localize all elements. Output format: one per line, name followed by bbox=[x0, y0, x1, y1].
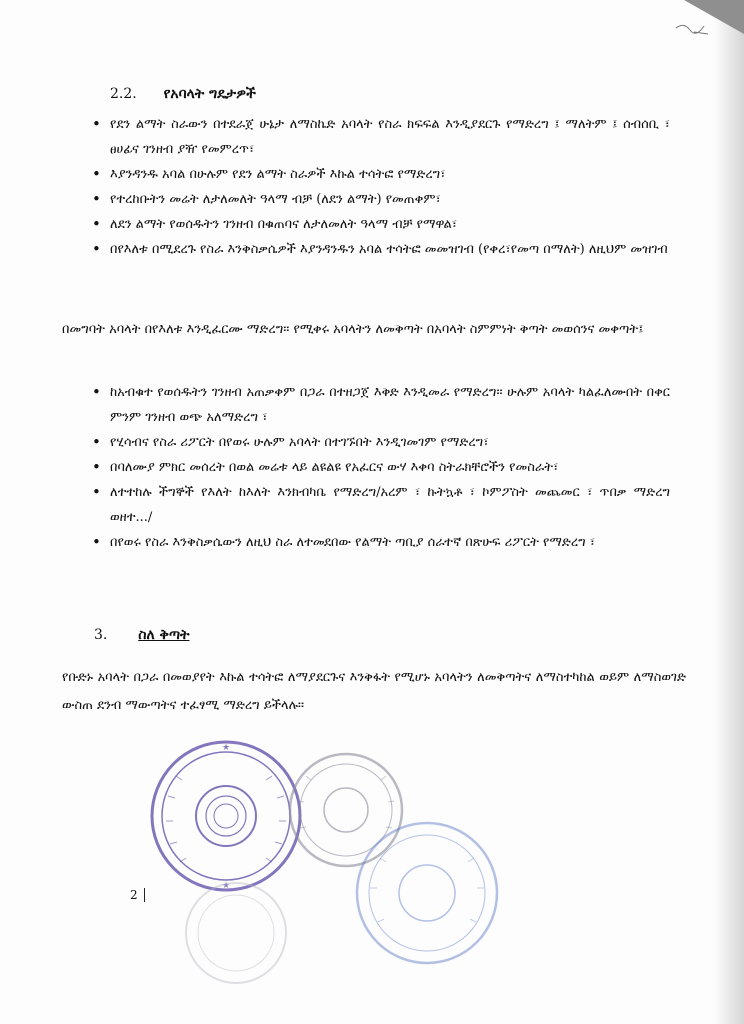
official-stamp-icon bbox=[176, 878, 296, 988]
section-heading-2-2 bbox=[110, 86, 256, 102]
section-number: 3. bbox=[94, 627, 108, 643]
list-item: • የተረከቡትን መሬት ለታለመለት ዓላማ ብቻ (ለደን ልማት) የመጠቀም፣ bbox=[92, 187, 670, 212]
section-heading-3 bbox=[94, 627, 189, 643]
paragraph: በመግባት አባላት በየእለቱ እንዲፈርሙ ማድረግ፡፡ የሚቀሩ አባላትን ለመቅጣት በአባላት ስምምነት ቅጣት መወሰንና መቀጣት፤ bbox=[62, 322, 644, 337]
list-item: • እያንዳንዱ አባል በሁሉም የደን ልማት ስራዎች እኩል ተሳትፎ የማድረግ፣ bbox=[92, 162, 670, 187]
page-shadow-edge bbox=[714, 0, 744, 1024]
section-number: 2.2. bbox=[110, 86, 137, 102]
list-item: • በየወሩ የስራ እንቅስቃሴውን ለዚህ ስራ ለተመደበው የልማት ጣቢያ ሰራተኛ በጽሁፍ ሪፖርት የማድረግ ፣ bbox=[92, 530, 670, 555]
list-item: • የደን ልማት ስራውን በተደራጀ ሁኔታ ለማስኬድ አባላት የስራ ክፍፍል እንዲያደርጉ የማድረግ ፤ ማለትም ፤ ሰብሰቢ ፣ ፀሀፊና ገንዘብ ያዥ የመምረጥ፣ bbox=[92, 112, 670, 162]
scribble-mark-icon bbox=[674, 18, 714, 38]
duties-list-continued bbox=[92, 380, 670, 555]
paragraph: የቡድኑ አባላት በጋራ በመወያየት እኩል ተሳትፎ ለማያደርጉና እንቅፋት የሚሆኑ አባላትን ለመቅጣትና ለማስተካከል ወይም ለማስወገድ ውስጠ ደንብ ማውጣትና ተፈፃሚ ማድረግ ይችላሉ፡፡ bbox=[62, 670, 686, 713]
list-item: • በየእለቱ በሚደረጉ የስራ እንቅስቃሴዎች እያንዳንዱን አባል ተሳትፎ መመዝገብ (የቀረ፣የመጣ በማለት) ለዚህም መዝገብ bbox=[92, 237, 670, 262]
duties-list bbox=[92, 112, 670, 262]
svg-text:★: ★ bbox=[221, 881, 231, 891]
list-item: • የሂሳብና የስራ ሪፖርት በየወሩ ሁሉም አባላት በተገኙበት እንዲገመገም የማድረግ፣ bbox=[92, 430, 670, 455]
svg-text:★: ★ bbox=[221, 743, 231, 753]
list-item: • ለተተከሉ ችግኞች የእለት ከእለት እንክብካቤ የማድረግ/አረም ፣ ኩትኳቶ ፣ ኮምፖስት መጨመር ፣ ጥበቃ ማድረግ ወዘተ.../ bbox=[92, 480, 670, 530]
list-item: • ለደን ልማት የወሰዱትን ገንዘብ በቁጠባና ለታለመለት ዓላማ ብቻ የማዋል፣ bbox=[92, 212, 670, 237]
official-stamp-icon bbox=[146, 736, 306, 896]
list-item: • ከአብቁተ የወሰዱትን ገንዘብ አጠቃቀም በጋራ በተዘጋጀ እቅድ እንዲመራ የማድረግ፡፡ ሁሉም አባላት ካልፈለሙበት በቀር ምንም ገንዘብ ወጭ አለማድረግ ፣ bbox=[92, 380, 670, 430]
page-number: 2 bbox=[130, 888, 145, 902]
list-item: • በባለሙያ ምክር መሰረት በወል መሬቱ ላይ ልዩልዩ የአፈርና ውሃ እቀባ ስትራክቸሮችን የመስራት፣ bbox=[92, 455, 670, 480]
section-title: የአባላት ግዴታዎች bbox=[163, 86, 256, 102]
section-title: ስለ ቅጣት bbox=[138, 627, 190, 643]
official-stamp-icon bbox=[352, 818, 502, 968]
